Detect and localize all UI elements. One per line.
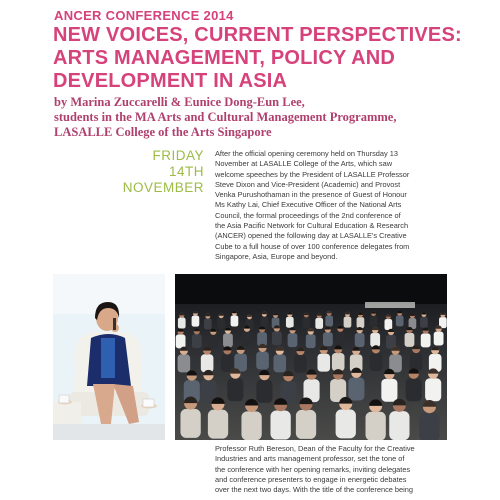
audience-member-body	[302, 317, 310, 328]
audience-member-body	[425, 378, 441, 401]
text-line: Cube to a full house of over 100 conference delegates from	[215, 241, 410, 251]
text-line: Ms Kathy Lai, Chief Executive Officer of the National Arts	[215, 200, 402, 210]
audience-member-body	[317, 354, 330, 372]
text-line: Professor Ruth Bereson, Dean of the Faculty for the Creative	[215, 444, 415, 453]
text-line: welcome speeches by the President of LASALLE Professor	[215, 169, 410, 179]
audience-member-body	[323, 332, 333, 346]
audience-member-body	[434, 332, 444, 346]
body-paragraph-2	[215, 444, 485, 495]
audience-member-body	[223, 333, 233, 347]
audience-member-body	[420, 317, 428, 328]
audience-photo	[175, 274, 447, 440]
audience-member-body	[421, 333, 431, 347]
article-byline	[54, 95, 474, 140]
text-line: After the official opening ceremony held on Thursday 13	[215, 149, 398, 158]
date-day: 14TH	[168, 164, 204, 179]
audience-member-body	[396, 315, 404, 326]
date-month: NOVEMBER	[122, 180, 204, 195]
audience-member-body	[286, 317, 294, 328]
audience-member-body	[344, 317, 352, 328]
audience-member-body	[201, 354, 214, 372]
byline-line: by Marina Zuccarelli & Eunice Dong-Eun Lee,	[54, 95, 305, 109]
text-line: Singapore, Asia, Europe and beyond.	[215, 251, 338, 261]
text-line: Venka Purushothaman in the presence of Guest of Honour	[215, 190, 407, 200]
audience-member-body	[406, 378, 422, 401]
audience-member-body	[381, 379, 397, 402]
audience-member-body	[357, 317, 365, 328]
audience-member-body	[405, 333, 415, 347]
text-line: (ANCER) opened the following day at LASALLE's Creative	[215, 231, 407, 241]
text-line: November at LASALLE College of the Arts, which saw	[215, 159, 393, 169]
body-paragraph-1	[215, 149, 485, 262]
audience-member-body	[204, 318, 212, 329]
audience-member-body	[355, 333, 365, 347]
audience-member-body	[256, 380, 272, 403]
speaker-photo-illustration	[53, 274, 165, 440]
audience-member-body	[336, 409, 356, 438]
audience-member-body	[178, 354, 191, 372]
audience-member-body	[296, 410, 316, 439]
audience-member-body	[332, 353, 345, 371]
text-line: over the next two days. With the title of the conference being	[215, 485, 414, 495]
audience-member-body	[294, 355, 307, 373]
audience-member-body	[260, 316, 268, 327]
audience-member-body	[370, 353, 383, 371]
audience-member-body	[410, 353, 423, 371]
audience-member-body	[272, 331, 282, 345]
audience-member-body	[325, 315, 333, 326]
audience-member-body	[231, 316, 239, 327]
audience-member-body	[270, 411, 290, 440]
audience-member-body	[208, 335, 218, 349]
audience-member-body	[242, 331, 252, 345]
audience-member-body	[178, 318, 186, 329]
headline-line: DEVELOPMENT IN ASIA	[53, 70, 288, 92]
audience-member-body	[217, 318, 225, 329]
text-line: Council, the formal proceedings of the 2nd conference of	[215, 210, 401, 220]
audience-member-body	[227, 378, 243, 401]
audience-member-body	[366, 412, 386, 440]
audience-member-body	[208, 410, 228, 439]
audience-member-body	[335, 331, 345, 345]
byline-line: students in the MA Arts and Cultural Management Programme,	[54, 110, 397, 124]
audience-member-body	[348, 377, 364, 400]
audience-photo-illustration	[175, 274, 447, 440]
date-weekday: FRIDAY	[152, 148, 204, 163]
headline-line: NEW VOICES, CURRENT PERSPECTIVES:	[53, 24, 462, 46]
audience-member-body	[241, 411, 261, 440]
audience-member-body	[306, 334, 316, 348]
text-line: Industries and arts management professor, set the tone of	[215, 454, 405, 464]
audience-member-body	[192, 334, 202, 348]
byline-line: LASALLE College of the Arts Singapore	[54, 125, 272, 139]
section-kicker: ANCER CONFERENCE 2014	[54, 8, 234, 23]
date-label	[122, 148, 204, 196]
audience-member-body	[273, 354, 286, 372]
text-line: and conference presenters to engage in energetic debates	[215, 474, 407, 484]
audience-member-body	[180, 409, 200, 438]
text-line: Steve Dixon and Vice-President (Academic) and Provost	[215, 179, 401, 189]
audience-member-body	[389, 411, 409, 440]
audience-member-body	[176, 334, 186, 348]
audience-member-body	[221, 354, 234, 372]
audience-member-body	[370, 316, 378, 327]
audience-member-body	[384, 319, 392, 330]
headline-line: ARTS MANAGEMENT, POLICY AND	[53, 47, 396, 69]
audience-member-body	[192, 316, 200, 327]
speaker-photo	[53, 274, 165, 440]
audience-member-body	[288, 333, 298, 347]
audience-member-body	[419, 412, 439, 440]
audience-member-body	[370, 333, 380, 347]
audience-member-body	[256, 352, 269, 370]
text-line: the Asia Pacific Network for Cultural Education & Research	[215, 221, 409, 231]
text-line: the conference with her opening remarks, inviting delegates	[215, 464, 411, 474]
article-headline	[53, 24, 483, 93]
audience-member-body	[315, 318, 323, 329]
